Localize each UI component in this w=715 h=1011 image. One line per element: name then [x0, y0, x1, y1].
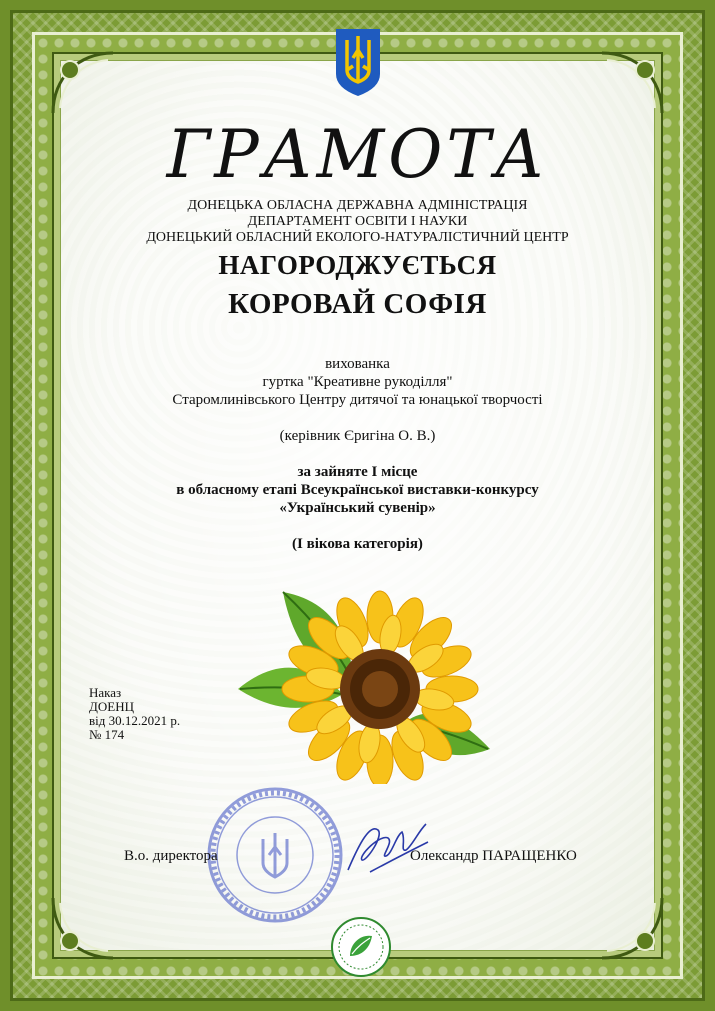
body-line-3: Старомлинівського Центру дитячої та юнацької творчості [172, 392, 543, 408]
corner-ornament-icon [597, 893, 667, 963]
recipient-name: КОРОВАЙ СОФІЯ [228, 288, 487, 320]
corner-ornament-icon [597, 48, 667, 118]
order-line-4: № 174 [89, 727, 125, 742]
awarded-heading: НАГОРОДЖУЄТЬСЯ [218, 250, 497, 280]
eco-center-logo-icon [330, 916, 392, 978]
seal-stamp-icon [205, 785, 345, 925]
order-reference [89, 686, 180, 742]
org-line-1: ДОНЕЦЬКА ОБЛАСНА ДЕРЖАВНА АДМІНІСТРАЦІЯ [187, 198, 528, 213]
achievement-line-3: «Український сувенір» [279, 500, 436, 516]
age-category: (І вікова категорія) [292, 536, 423, 552]
supervisor-line: (керівник Єригіна О. В.) [279, 428, 436, 444]
order-line-3: від 30.12.2021 р. [89, 713, 181, 728]
achievement-line-1: за зайняте І місце [297, 464, 418, 480]
corner-ornament-icon [48, 893, 118, 963]
sunflower-icon [238, 584, 494, 784]
order-line-1: Наказ [89, 685, 122, 700]
signer-name: Олександр ПАРАЩЕНКО [410, 848, 577, 864]
body-line-2: гуртка "Креативне рукоділля" [262, 374, 453, 390]
order-line-2: ДОЕНЦ [89, 699, 134, 714]
trident-emblem-icon [333, 26, 383, 98]
org-line-2: ДЕПАРТАМЕНТ ОСВІТИ І НАУКИ [247, 214, 468, 229]
certificate-title: ГРАМОТА [166, 116, 549, 193]
body-line-1: вихованка [325, 356, 390, 372]
signature-icon [340, 812, 430, 882]
signer-role: В.о. директора [124, 848, 218, 864]
org-line-3: ДОНЕЦЬКИЙ ОБЛАСНИЙ ЕКОЛОГО-НАТУРАЛІСТИЧНИЙ ЦЕНТР [146, 230, 569, 245]
achievement-line-2: в обласному етапі Всеукраїнської виставки-конкурсу [176, 482, 539, 498]
corner-ornament-icon [48, 48, 118, 118]
